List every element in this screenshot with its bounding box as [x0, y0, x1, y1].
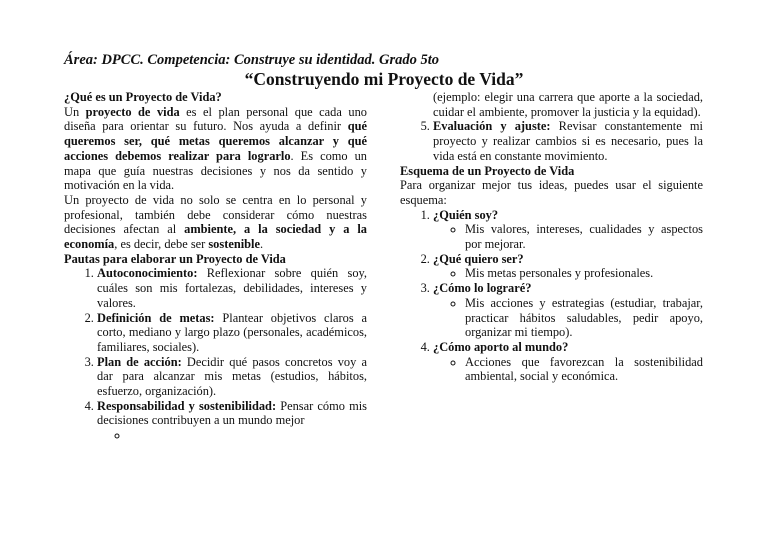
list-item: 4. Responsabilidad y sostenibilidad: Pensar cómo mis decisiones contribuyen a un mundo mejor ◦	[97, 399, 367, 443]
list-item: 4. ¿Cómo aporto al mundo? ◦ Acciones que favorezcan la sostenibilidad ambiental, social y económica.	[433, 340, 703, 384]
paragraph-esquema-intro: Para organizar mejor tus ideas, puedes usar el siguiente esquema:	[400, 178, 703, 207]
sub-item: ◦ Mis metas personales y profesionales.	[465, 266, 703, 281]
document-subtitle: Área: DPCC. Competencia: Construye su identidad. Grado 5to	[64, 52, 440, 68]
list-item: 5. Evaluación y ajuste: Revisar constantemente mi proyecto y realizar cambios si es necesario, pues la vida está en constante movimiento.	[433, 119, 703, 163]
empty-bullet	[129, 428, 367, 443]
section-heading-what-is: ¿Qué es un Proyecto de Vida?	[64, 90, 222, 104]
sub-item: ◦ Mis valores, intereses, cualidades y aspectos por mejorar.	[465, 222, 703, 251]
sub-item: ◦ Mis acciones y estrategias (estudiar, trabajar, practicar hábitos saludables, pedir apoyo, organizar mi tiempo).	[465, 296, 703, 340]
section-heading-pautas: Pautas para elaborar un Proyecto de Vida	[64, 251, 286, 266]
empty-sub-list	[97, 428, 367, 443]
section-heading-esquema: Esquema de un Proyecto de Vida	[400, 163, 575, 178]
pautas-list	[64, 266, 367, 442]
right-column	[400, 90, 703, 384]
paragraph-sustainability: Un proyecto de vida no solo se centra en lo personal y profesional, también debe considerar cómo nuestras decisiones afectan al ambiente, a la sociedad y a la economía, es decir, debe ser sostenible.	[64, 192, 367, 252]
list-item: 2. ¿Qué quiero ser? ◦ Mis metas personales y profesionales.	[433, 252, 703, 281]
list-item: 1. ¿Quién soy? ◦ Mis valores, intereses, cualidades y aspectos por mejorar.	[433, 208, 703, 252]
list-item: 3. ¿Cómo lo lograré? ◦ Mis acciones y estrategias (estudiar, trabajar, practicar hábitos saludables, pedir apoyo, organizar mi tiempo).	[433, 281, 703, 340]
list-item: 2. Definición de metas: Plantear objetivos claros a corto, mediano y largo plazo (personales, académicos, familiares, sociales).	[97, 311, 367, 355]
sub-item: ◦ Acciones que favorezcan la sostenibilidad ambiental, social y económica.	[465, 355, 703, 384]
list-item: 3. Plan de acción: Decidir qué pasos concretos voy a dar para alcanzar mis metas (estudios, hábitos, esfuerzo, organización).	[97, 355, 367, 399]
document-title: “Construyendo mi Proyecto de Vida”	[244, 69, 524, 89]
pautas-list-continued	[400, 119, 703, 163]
esquema-list	[400, 208, 703, 384]
list-item: 1. Autoconocimiento: Reflexionar sobre quién soy, cuáles son mis fortalezas, debilidades, intereses y valores.	[97, 266, 367, 310]
left-column	[64, 90, 367, 443]
pauta-continuation: (ejemplo: elegir una carrera que aporte a la sociedad, cuidar el ambiente, promover la justicia y la equidad).	[433, 90, 703, 119]
paragraph-definition: Un proyecto de vida es el plan personal que cada uno diseña para orientar su futuro. Nos ayuda a definir qué queremos ser, qué metas queremos alcanzar y qué acciones debemos realizar para lograrlo. Es como un mapa que guía nuestras decisiones y nos da sentido y motivación en la vida.	[64, 104, 368, 193]
